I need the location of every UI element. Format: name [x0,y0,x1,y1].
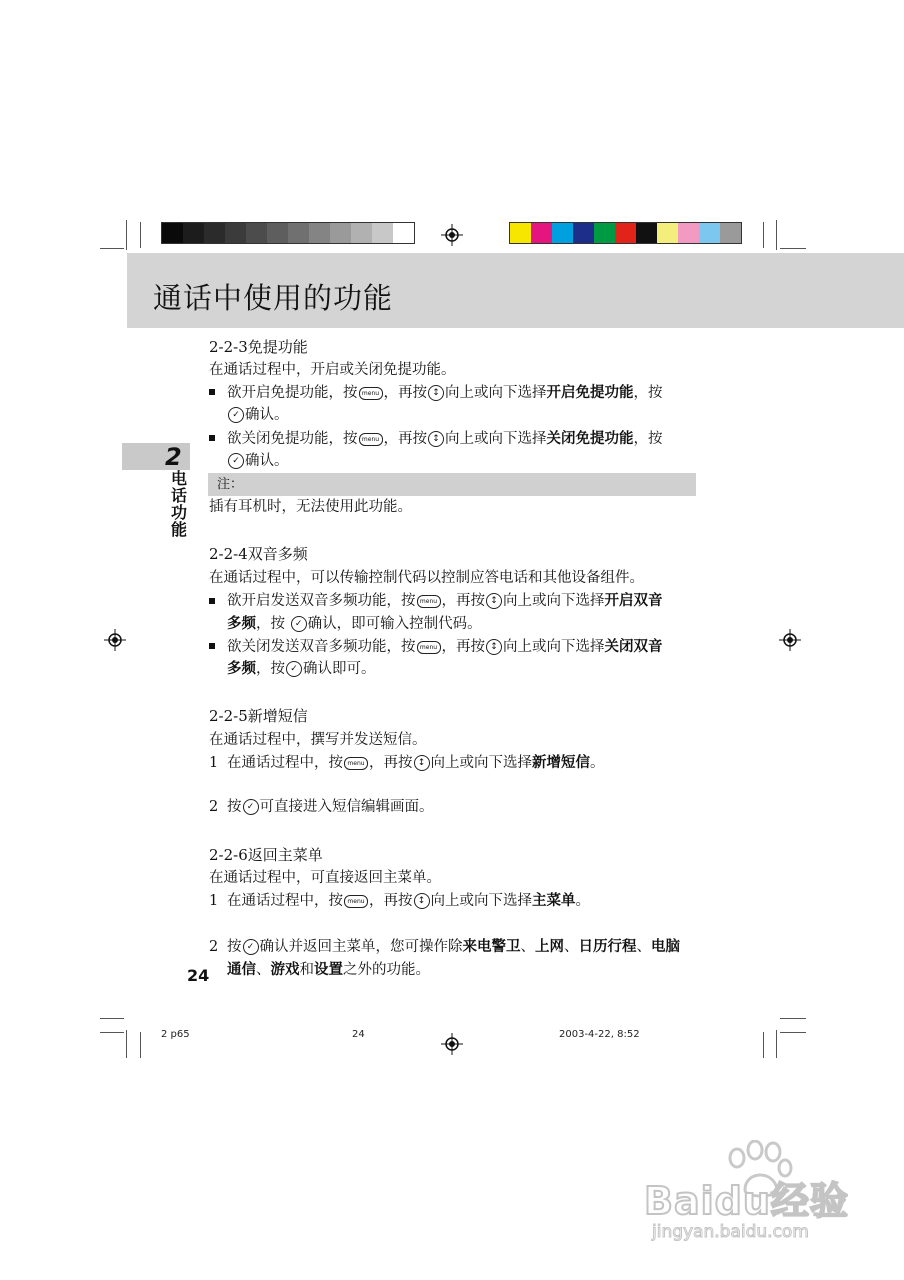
section-intro: 在通话过程中，撰写并发送短信。 [209,732,427,748]
instruction-line: 欲关闭免提功能，按 menu ，再按 ↕ 向上或向下选择关闭免提功能，按 [227,430,663,447]
note-label: 注： [217,477,244,492]
instruction-line: ✓ 确认。 [227,452,289,470]
ok-key-icon: ✓ [243,939,259,955]
instruction-line: 多频，按 ✓ 确认，即可输入控制代码。 [227,615,482,632]
crop-mark [140,1032,141,1058]
registration-mark-icon [779,629,801,651]
footer-page: 24 [352,1029,365,1040]
color-swatch [720,223,741,243]
instruction-line: 按 ✓ 可直接进入短信编辑画面。 [227,799,434,815]
nav-key-icon: ↕ [486,593,502,609]
ok-key-icon: ✓ [228,407,244,423]
instruction-line: 在通话过程中，按 menu ，再按 ↕ 向上或向下选择新增短信。 [227,754,605,771]
registration-mark-icon [441,224,463,246]
color-swatch [372,223,393,243]
bullet [209,435,215,441]
nav-key-icon: ↕ [428,431,444,447]
color-swatch [699,223,720,243]
crop-mark [776,220,777,250]
registration-mark-icon [104,629,126,651]
bullet [209,643,215,649]
crop-mark [763,1032,764,1058]
section-heading: 2-2-3免提功能 [209,338,308,356]
instruction-line: 多频，按 ✓ 确认即可。 [227,660,376,677]
instruction-line: 欲开启免提功能，按 menu ，再按 ↕ 向上或向下选择开启免提功能，按 [227,384,663,401]
crop-mark [126,220,127,250]
step-number: 2 [209,799,219,815]
section-heading: 2-2-5新增短信 [209,707,308,725]
note-bar [208,473,696,496]
menu-key-icon: menu [359,387,383,400]
color-swatch [288,223,309,243]
nav-key-icon: ↕ [428,385,444,401]
crop-mark [100,1018,124,1019]
instruction-line: 通信、游戏和设置之外的功能。 [227,961,430,978]
color-bar [509,222,742,244]
color-swatch [615,223,636,243]
bullet [209,598,215,604]
color-swatch [204,223,225,243]
color-swatch [267,223,288,243]
ok-key-icon: ✓ [291,616,307,632]
bullet [209,389,215,395]
ok-key-icon: ✓ [228,453,244,469]
page-title: 通话中使用的功能 [153,281,394,315]
instruction-line: 按 ✓ 确认并返回主菜单，您可操作除来电警卫、上网、日历行程、电脑 [227,938,680,955]
crop-mark [776,1030,777,1058]
page-number: 24 [187,966,210,985]
menu-key-icon: menu [344,757,368,770]
instruction-line: ✓ 确认。 [227,406,289,424]
step-number: 2 [209,939,219,955]
color-swatch [183,223,204,243]
color-swatch [531,223,552,243]
color-swatch [309,223,330,243]
instruction-line: 欲关闭发送双音多频功能，按 menu ，再按 ↕ 向上或向下选择关闭双音 [227,638,663,655]
crop-mark [100,248,124,249]
chapter-label: 电话功能 [171,469,188,539]
menu-key-icon: menu [344,895,368,908]
footer-timestamp: 2003-4-22, 8:52 [559,1029,640,1040]
color-swatch [246,223,267,243]
section-heading: 2-2-6返回主菜单 [209,846,323,864]
watermark-url: jingyan.baidu.com [652,1222,809,1242]
color-swatch [573,223,594,243]
section-heading: 2-2-4双音多频 [209,545,308,563]
color-swatch [225,223,246,243]
section-intro: 在通话过程中，可直接返回主菜单。 [209,870,441,886]
chapter-number: 2 [165,443,182,471]
crop-mark [100,1032,124,1033]
crop-mark [126,1030,127,1058]
menu-key-icon: menu [417,641,441,654]
color-swatch [636,223,657,243]
watermark-brand: Baidu经验 [644,1179,849,1223]
step-number: 1 [209,893,219,909]
nav-key-icon: ↕ [414,893,430,909]
registration-mark-icon [441,1033,463,1055]
instruction-line: 欲开启发送双音多频功能，按 menu ，再按 ↕ 向上或向下选择开启双音 [227,592,663,609]
section-intro: 在通话过程中，开启或关闭免提功能。 [209,362,456,378]
crop-mark [780,248,806,249]
color-swatch [678,223,699,243]
color-swatch [510,223,531,243]
section-intro: 在通话过程中，可以传输控制代码以控制应答电话和其他设备组件。 [209,570,644,586]
gray-color-bar [161,222,415,244]
color-swatch [594,223,615,243]
crop-mark [763,222,764,248]
color-swatch [552,223,573,243]
ok-key-icon: ✓ [286,661,302,677]
color-swatch [351,223,372,243]
color-swatch [162,223,183,243]
menu-key-icon: menu [417,595,441,608]
step-number: 1 [209,755,219,771]
note-text: 插有耳机时，无法使用此功能。 [209,499,412,515]
nav-key-icon: ↕ [486,639,502,655]
crop-mark [140,222,141,248]
instruction-line: 在通话过程中，按 menu ，再按 ↕ 向上或向下选择主菜单。 [227,892,590,909]
ok-key-icon: ✓ [243,799,259,815]
baidu-watermark [640,1140,860,1250]
color-swatch [330,223,351,243]
crop-mark [780,1032,806,1033]
footer-file: 2 p65 [161,1029,190,1040]
menu-key-icon: menu [359,433,383,446]
color-swatch [393,223,414,243]
crop-mark [780,1018,806,1019]
color-swatch [657,223,678,243]
nav-key-icon: ↕ [414,755,430,771]
